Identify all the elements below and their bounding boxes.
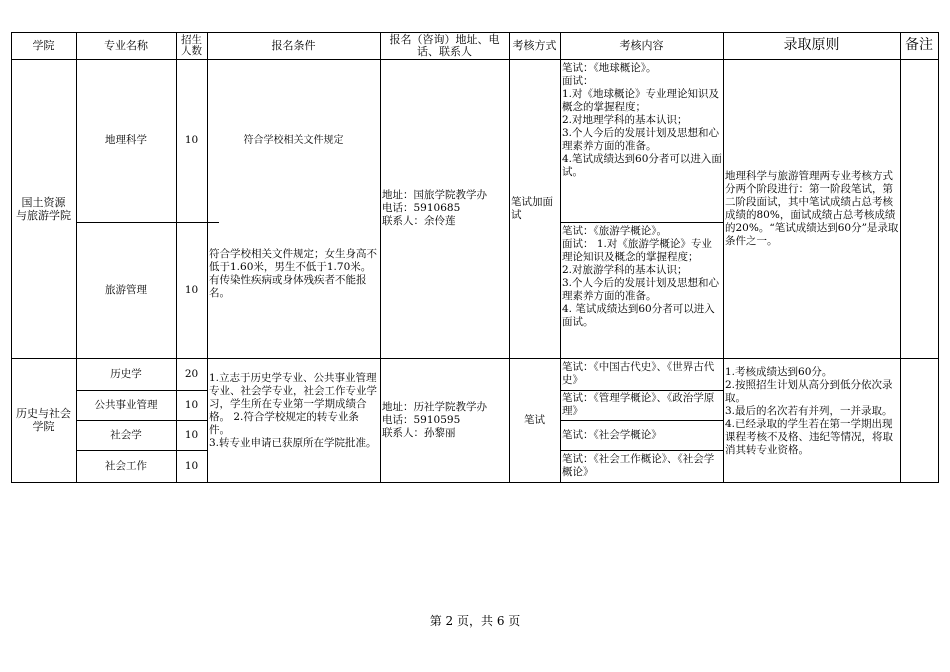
- college-geo-tourism: 国土资源 与旅游学院: [16, 195, 71, 222]
- header-notes: 备注: [905, 37, 933, 53]
- exam-content: 笔试：《社会学概论》: [562, 428, 662, 441]
- header-exam-content: 考核内容: [619, 39, 664, 52]
- major-quota: 10: [184, 283, 199, 296]
- major-quota: 20: [184, 367, 199, 380]
- contact-info: 地址：历社学院教学办 电话：5910595 联系人：孙黎丽: [382, 400, 487, 439]
- rule-g2-r1b: [560, 390, 723, 391]
- header-college: 学院: [32, 39, 55, 52]
- major-name: 社会学: [110, 428, 142, 441]
- header-principle: 录取原则: [783, 37, 840, 53]
- exam-method: 笔试: [524, 413, 545, 426]
- header-contact: 报名（咨询）地址、电 话、联系人: [389, 32, 500, 58]
- rule-g2-r3b: [560, 450, 723, 451]
- rule-bottom: [11, 482, 939, 483]
- header-quota: 招生 人数: [181, 33, 202, 57]
- major-quota: 10: [184, 428, 199, 441]
- major-condition: 符合学校相关文件规定: [243, 135, 344, 146]
- page-footer: 第 2 页，共 6 页: [429, 614, 521, 628]
- major-name: 地理科学: [105, 134, 147, 146]
- major-name: 公共事业管理: [94, 398, 158, 411]
- header-exam-method: 考核方式: [512, 39, 557, 52]
- admission-principle: 地理科学与旅游管理两专业考核方式分两个阶段进行：第一阶段笔试，第二阶段面试，其中笔试成绩占总考核成绩的80%，面试成绩占总考核成绩的20%。“笔试成绩达到60分”是录取条件之一。: [725, 169, 899, 247]
- header-conditions: 报名条件: [271, 39, 316, 52]
- major-condition: 符合学校相关文件规定；女生身高不低于1.60米，男生不低于1.70米。 有传染性疾病或身体残疾者不能报名。: [209, 248, 377, 299]
- major-quota: 10: [184, 134, 199, 146]
- major-condition: 1.立志于历史学专业、公共事业管理专业、社会学专业，社会工作专业学习，学生所在专业第一学期成绩合格。 2.符合学校规定的转专业条件。 3.转专业申请已获原所在学院批准。: [209, 372, 377, 449]
- col-rule-8: [900, 32, 901, 482]
- major-name: 历史学: [110, 367, 142, 380]
- college-history-society: 历史与社会 学院: [16, 407, 71, 433]
- exam-content: 笔试：《旅游学概论》。 面试： 1.对《旅游学概论》专业理论知识及概念的掌握程度； 2.对旅游学科的基本认识； 3.个人今后的发展计划及思想和心理素养方面的准备。 4. 笔试成绩达到60分者可以进入面试。: [562, 225, 720, 328]
- major-quota: 10: [184, 398, 199, 411]
- exam-content: 笔试：《社会工作概论》、《社会学概论》: [562, 453, 715, 478]
- col-rule-9: [938, 32, 939, 482]
- admission-principle: 1.考核成绩达到60分。 2.按照招生计划从高分到低分依次录取。 3.最后的名次若有并列，一并录取。 4.已经录取的学生若在第一学期出现课程考核不及格、违纪等情况，将取消其转专业资格。: [725, 366, 893, 456]
- admission-table: [11, 32, 939, 482]
- major-quota: 10: [184, 459, 199, 472]
- rule-group1-split-b: [560, 222, 723, 223]
- major-name: 社会工作: [105, 459, 147, 472]
- header-major: 专业名称: [104, 39, 148, 52]
- exam-method: 笔试加面试: [511, 195, 553, 221]
- exam-content: 笔试：《地球概论》。 面试： 1.对《地球概论》专业理论知识及概念的掌握程度； 2.对地理学科的基本认识； 3.个人今后的发展计划及思想和心理素养方面的准备。 4.笔试成绩达到60分者可以进入面试。: [562, 62, 722, 178]
- contact-info: 地址：国旅学院教学办 电话：5910685 联系人：余伶莲: [382, 189, 487, 227]
- exam-content: 笔试：《管理学概论》、《政治学原理》: [562, 392, 715, 417]
- major-name: 旅游管理: [105, 283, 147, 296]
- exam-content: 笔试：《中国古代史》、《世界古代史》: [562, 361, 715, 386]
